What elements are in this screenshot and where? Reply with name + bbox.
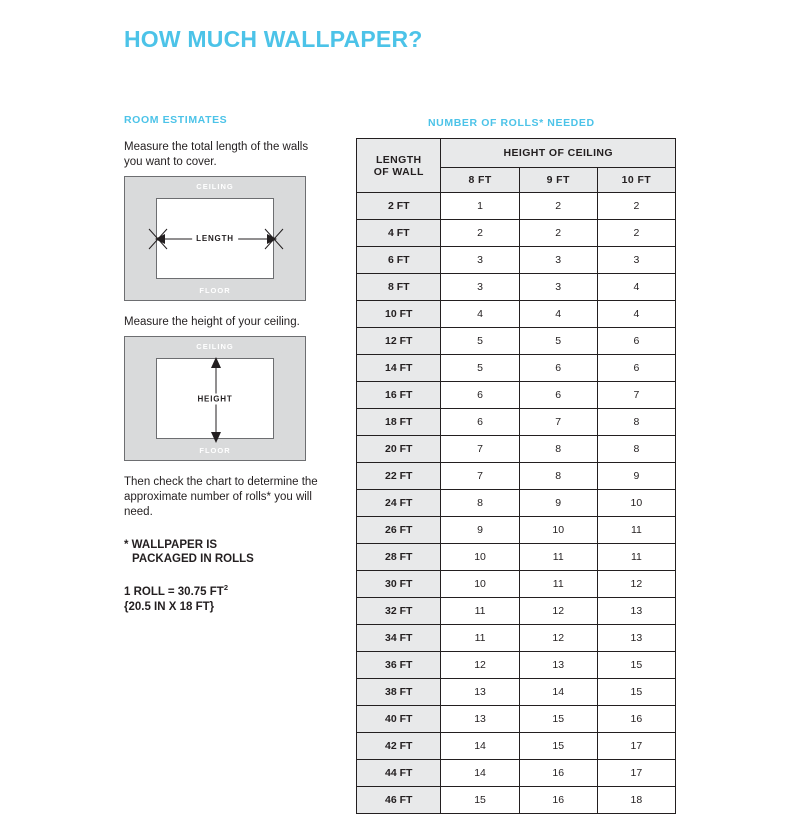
- table-row: [357, 706, 676, 733]
- row-wall-length: 38 FT: [357, 679, 441, 706]
- cell-10ft: 17: [597, 733, 675, 760]
- row-wall-length: 12 FT: [357, 328, 441, 355]
- cell-8ft: 7: [441, 463, 519, 490]
- table-row: [357, 220, 676, 247]
- cell-9ft: 15: [519, 733, 597, 760]
- row-wall-length: 34 FT: [357, 625, 441, 652]
- table-row: [357, 382, 676, 409]
- cell-9ft: 9: [519, 490, 597, 517]
- cell-9ft: 4: [519, 301, 597, 328]
- cell-8ft: 13: [441, 679, 519, 706]
- table-row: [357, 409, 676, 436]
- cell-10ft: 8: [597, 409, 675, 436]
- cell-9ft: 11: [519, 571, 597, 598]
- cell-10ft: 15: [597, 652, 675, 679]
- cell-10ft: 6: [597, 355, 675, 382]
- packaging-note-line-1: * WALLPAPER IS: [124, 539, 218, 551]
- table-header: [357, 139, 676, 193]
- row-wall-length: 32 FT: [357, 598, 441, 625]
- cell-10ft: 11: [597, 544, 675, 571]
- cell-9ft: 12: [519, 625, 597, 652]
- table-row: [357, 355, 676, 382]
- cell-10ft: 12: [597, 571, 675, 598]
- row-wall-length: 4 FT: [357, 220, 441, 247]
- rolls-needed-table: [356, 138, 676, 814]
- column-header-10ft: 10 FT: [597, 168, 675, 193]
- page-title: HOW MUCH WALLPAPER?: [124, 26, 423, 52]
- cell-8ft: 6: [441, 382, 519, 409]
- cell-8ft: 11: [441, 598, 519, 625]
- cell-9ft: 10: [519, 517, 597, 544]
- table-row: [357, 733, 676, 760]
- table-row: [357, 274, 676, 301]
- corner-header-line-2: OF WALL: [373, 165, 424, 178]
- table-row: [357, 760, 676, 787]
- roll-size-line-2: {20.5 IN X 18 FT}: [124, 600, 215, 613]
- table-row: [357, 787, 676, 814]
- cell-8ft: 7: [441, 436, 519, 463]
- corner-header-line-1: LENGTH: [375, 153, 422, 166]
- column-header-9ft: 9 FT: [519, 168, 597, 193]
- cell-9ft: 3: [519, 274, 597, 301]
- height-of-ceiling-header: HEIGHT OF CEILING: [441, 139, 676, 168]
- row-wall-length: 8 FT: [357, 274, 441, 301]
- row-wall-length: 10 FT: [357, 301, 441, 328]
- cell-10ft: 6: [597, 328, 675, 355]
- cell-8ft: 11: [441, 625, 519, 652]
- floor-label: FLOOR: [199, 286, 231, 295]
- row-wall-length: 44 FT: [357, 760, 441, 787]
- instruction-measure-length: Measure the total length of the walls you want to cover.: [124, 141, 309, 168]
- row-wall-length: 24 FT: [357, 490, 441, 517]
- cell-8ft: 15: [441, 787, 519, 814]
- table-row: [357, 679, 676, 706]
- cell-9ft: 8: [519, 463, 597, 490]
- cell-10ft: 7: [597, 382, 675, 409]
- row-wall-length: 20 FT: [357, 436, 441, 463]
- cell-10ft: 18: [597, 787, 675, 814]
- table-body: [357, 193, 676, 814]
- row-wall-length: 22 FT: [357, 463, 441, 490]
- cell-8ft: 14: [441, 760, 519, 787]
- row-wall-length: 18 FT: [357, 409, 441, 436]
- cell-8ft: 2: [441, 220, 519, 247]
- table-header-row-1: [357, 139, 676, 168]
- table-row: [357, 625, 676, 652]
- cell-10ft: 2: [597, 193, 675, 220]
- roll-size-line-1: 1 ROLL = 30.75 FT: [124, 585, 224, 598]
- table-row: [357, 193, 676, 220]
- instruction-check-chart: Then check the chart to determine the approximate number of rolls* you will need.: [124, 476, 318, 518]
- table-row: [357, 571, 676, 598]
- corner-length-of-wall-header: [357, 139, 441, 193]
- table-row: [357, 652, 676, 679]
- table-row: [357, 517, 676, 544]
- cell-9ft: 16: [519, 787, 597, 814]
- column-header-8ft: 8 FT: [441, 168, 519, 193]
- row-wall-length: 28 FT: [357, 544, 441, 571]
- length-dimension-label: LENGTH: [192, 233, 238, 244]
- table-row: [357, 436, 676, 463]
- row-wall-length: 30 FT: [357, 571, 441, 598]
- row-wall-length: 42 FT: [357, 733, 441, 760]
- room-diagram-height: [124, 336, 306, 461]
- cell-8ft: 5: [441, 328, 519, 355]
- cell-8ft: 4: [441, 301, 519, 328]
- cell-8ft: 10: [441, 571, 519, 598]
- cell-10ft: 17: [597, 760, 675, 787]
- cell-9ft: 12: [519, 598, 597, 625]
- row-wall-length: 26 FT: [357, 517, 441, 544]
- cell-10ft: 3: [597, 247, 675, 274]
- cell-8ft: 12: [441, 652, 519, 679]
- cell-10ft: 8: [597, 436, 675, 463]
- cell-9ft: 11: [519, 544, 597, 571]
- cell-8ft: 6: [441, 409, 519, 436]
- cell-10ft: 16: [597, 706, 675, 733]
- cell-9ft: 7: [519, 409, 597, 436]
- table-row: [357, 463, 676, 490]
- cell-10ft: 2: [597, 220, 675, 247]
- cell-10ft: 11: [597, 517, 675, 544]
- cell-8ft: 8: [441, 490, 519, 517]
- table-row: [357, 598, 676, 625]
- row-wall-length: 46 FT: [357, 787, 441, 814]
- roll-size-superscript: 2: [223, 583, 228, 592]
- roll-size-note: [124, 580, 324, 615]
- floor-label: FLOOR: [199, 446, 231, 455]
- cell-9ft: 6: [519, 382, 597, 409]
- cell-8ft: 14: [441, 733, 519, 760]
- cell-8ft: 13: [441, 706, 519, 733]
- cell-9ft: 14: [519, 679, 597, 706]
- cell-9ft: 6: [519, 355, 597, 382]
- table-row: [357, 301, 676, 328]
- cell-8ft: 10: [441, 544, 519, 571]
- row-wall-length: 16 FT: [357, 382, 441, 409]
- rolls-table-heading: NUMBER OF ROLLS* NEEDED: [428, 117, 595, 129]
- cell-9ft: 3: [519, 247, 597, 274]
- cell-9ft: 13: [519, 652, 597, 679]
- table-row: [357, 328, 676, 355]
- table-row: [357, 247, 676, 274]
- cell-9ft: 2: [519, 220, 597, 247]
- room-estimates-heading: ROOM ESTIMATES: [124, 114, 228, 126]
- cell-8ft: 5: [441, 355, 519, 382]
- cell-8ft: 3: [441, 247, 519, 274]
- instruction-measure-height: Measure the height of your ceiling.: [124, 316, 300, 328]
- ceiling-label: CEILING: [196, 342, 234, 351]
- cell-10ft: 13: [597, 598, 675, 625]
- cell-8ft: 9: [441, 517, 519, 544]
- room-diagram-length: [124, 176, 306, 301]
- cell-9ft: 16: [519, 760, 597, 787]
- cell-8ft: 3: [441, 274, 519, 301]
- table-row: [357, 544, 676, 571]
- row-wall-length: 2 FT: [357, 193, 441, 220]
- cell-9ft: 15: [519, 706, 597, 733]
- cell-10ft: 9: [597, 463, 675, 490]
- table-row: [357, 490, 676, 517]
- row-wall-length: 14 FT: [357, 355, 441, 382]
- row-wall-length: 36 FT: [357, 652, 441, 679]
- cell-10ft: 10: [597, 490, 675, 517]
- cell-9ft: 5: [519, 328, 597, 355]
- cell-10ft: 15: [597, 679, 675, 706]
- ceiling-label: CEILING: [196, 182, 234, 191]
- cell-10ft: 4: [597, 274, 675, 301]
- row-wall-length: 6 FT: [357, 247, 441, 274]
- cell-10ft: 4: [597, 301, 675, 328]
- height-dimension-label: HEIGHT: [193, 393, 236, 404]
- packaging-note-line-2: PACKAGED IN ROLLS: [132, 553, 254, 565]
- cell-9ft: 8: [519, 436, 597, 463]
- wallpaper-packaging-note: [124, 538, 324, 566]
- room-estimates-column: [124, 114, 324, 615]
- row-wall-length: 40 FT: [357, 706, 441, 733]
- cell-10ft: 13: [597, 625, 675, 652]
- cell-8ft: 1: [441, 193, 519, 220]
- cell-9ft: 2: [519, 193, 597, 220]
